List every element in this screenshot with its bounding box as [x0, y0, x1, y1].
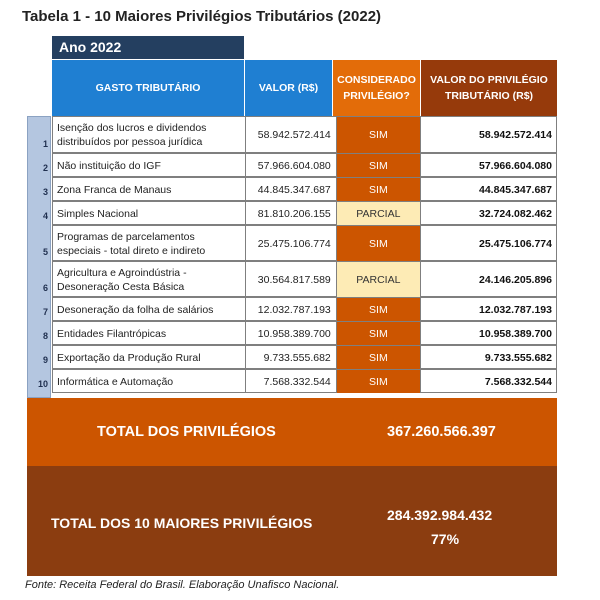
row-number: 3	[42, 187, 48, 197]
header-valor	[245, 60, 332, 116]
row-value: 30.564.817.589	[245, 261, 336, 297]
row-flag: SIM	[336, 297, 420, 321]
row-privilege: 9.733.555.682	[420, 345, 556, 369]
row-number: 8	[42, 331, 48, 341]
row-value: 10.958.389.700	[245, 321, 336, 345]
table-row	[52, 153, 557, 177]
row-value: 7.568.332.544	[245, 369, 336, 393]
row-number: 2	[42, 163, 48, 173]
row-value: 44.845.347.687	[245, 177, 336, 201]
total-top10-row	[27, 466, 557, 576]
total-top10-percent: 77%	[431, 531, 460, 547]
row-flag: SIM	[336, 345, 420, 369]
table-row	[52, 116, 557, 153]
row-number: 5	[42, 247, 48, 257]
row-value: 12.032.787.193	[245, 297, 336, 321]
total-top10-label: TOTAL DOS 10 MAIORES PRIVILÉGIOS	[51, 515, 313, 531]
row-privilege: 57.966.604.080	[420, 153, 556, 177]
total-top10-value: 284.392.984.432	[387, 507, 493, 523]
year-label: Ano 2022	[52, 36, 244, 59]
row-privilege: 32.724.082.462	[420, 201, 556, 225]
row-name: Zona Franca de Manaus	[52, 177, 245, 201]
row-name: Não instituição do IGF	[52, 153, 245, 177]
row-name: Isenção dos lucros e dividendos distribuídos por pessoa jurídica	[52, 116, 245, 153]
table-row	[52, 225, 557, 261]
row-number: 7	[42, 307, 48, 317]
total-all-value: 367.260.566.397	[387, 424, 496, 440]
table-row	[52, 201, 557, 225]
row-privilege: 44.845.347.687	[420, 177, 556, 201]
table-row	[52, 297, 557, 321]
row-privilege: 12.032.787.193	[420, 297, 556, 321]
row-number: 6	[42, 283, 48, 293]
table-row	[52, 345, 557, 369]
row-name: Exportação da Produção Rural	[52, 345, 245, 369]
row-name: Agricultura e Agroindústria - Desoneração Cesta Básica	[52, 261, 245, 297]
row-flag: SIM	[336, 369, 420, 393]
row-value: 58.942.572.414	[245, 116, 336, 153]
row-number: 4	[42, 211, 48, 221]
header-considerado-line1: CONSIDERADO	[337, 74, 416, 86]
row-privilege: 10.958.389.700	[420, 321, 556, 345]
row-number: 9	[42, 355, 48, 365]
header-gasto-label: GASTO TRIBUTÁRIO	[95, 82, 201, 94]
table-row	[52, 261, 557, 297]
row-value: 57.966.604.080	[245, 153, 336, 177]
source-note: Fonte: Receita Federal do Brasil. Elaboração Unafisco Nacional.	[25, 579, 340, 591]
row-flag: SIM	[336, 225, 420, 261]
row-flag: SIM	[336, 177, 420, 201]
header-privilegio	[421, 60, 557, 116]
row-flag: PARCIAL	[336, 261, 420, 297]
row-privilege: 7.568.332.544	[420, 369, 556, 393]
row-number: 10	[37, 379, 48, 389]
header-valor-label: VALOR (R$)	[258, 82, 319, 94]
row-flag: PARCIAL	[336, 201, 420, 225]
row-number: 1	[42, 139, 48, 149]
row-name: Entidades Filantrópicas	[52, 321, 245, 345]
row-name: Desoneração da folha de salários	[52, 297, 245, 321]
header-privilegio-line2: TRIBUTÁRIO (R$)	[444, 90, 534, 102]
header-gasto	[52, 60, 244, 116]
header-privilegio-line1: VALOR DO PRIVILÉGIO	[430, 74, 548, 86]
row-privilege: 58.942.572.414	[420, 116, 556, 153]
header-considerado	[333, 60, 420, 116]
total-all-label: TOTAL DOS PRIVILÉGIOS	[97, 424, 276, 440]
row-flag: SIM	[336, 153, 420, 177]
row-name: Programas de parcelamentos especiais - total direto e indireto	[52, 225, 245, 261]
row-name: Simples Nacional	[52, 201, 245, 225]
row-value: 9.733.555.682	[245, 345, 336, 369]
total-all-row	[27, 398, 557, 466]
table-row	[52, 369, 557, 393]
row-privilege: 25.475.106.774	[420, 225, 556, 261]
row-value: 81.810.206.155	[245, 201, 336, 225]
row-name: Informática e Automação	[52, 369, 245, 393]
header-considerado-line2: PRIVILÉGIO?	[343, 90, 410, 102]
table-row	[52, 177, 557, 201]
row-privilege: 24.146.205.896	[420, 261, 556, 297]
table-row	[52, 321, 557, 345]
row-value: 25.475.106.774	[245, 225, 336, 261]
table-title: Tabela 1 - 10 Maiores Privilégios Tributários (2022)	[22, 8, 382, 25]
row-flag: SIM	[336, 321, 420, 345]
row-flag: SIM	[336, 116, 420, 153]
